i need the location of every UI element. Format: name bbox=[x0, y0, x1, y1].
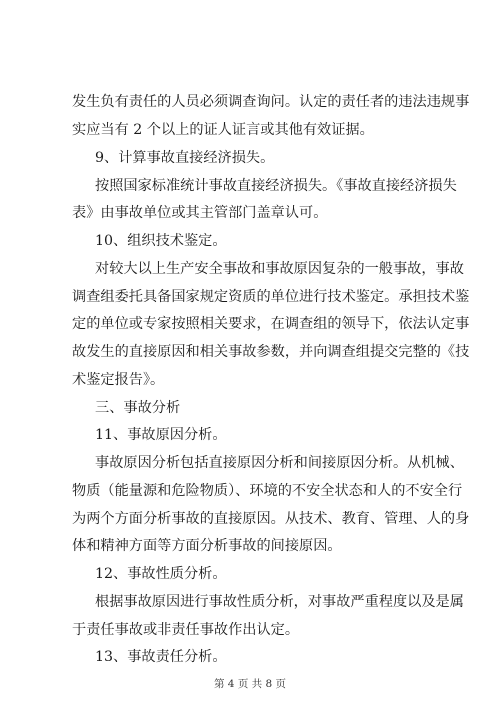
body-line: 体和精神方面等方面分析事故的间接原因。 bbox=[72, 538, 342, 554]
body-line: 表》由事故单位或其主管部门盖章认可。 bbox=[72, 205, 328, 221]
body-line: 实应当有 2 个以上的证人证言或其他有效证据。 bbox=[72, 122, 374, 138]
section-heading: 12、事故性质分析。 bbox=[95, 566, 227, 582]
body-line: 事故原因分析包括直接原因分析和间接原因分析。从机械、 bbox=[95, 455, 464, 471]
body-line: 调查组委托具备国家规定资质的单位进行技术鉴定。承担技术鉴 bbox=[72, 289, 470, 305]
body-line: 物质（能量源和危险物质）、环境的不安全状态和人的不安全行 bbox=[72, 483, 463, 499]
section-heading: 13、事故责任分析。 bbox=[95, 649, 227, 665]
body-line: 定的单位或专家按照相关要求，在调查组的领导下，依法认定事 bbox=[72, 316, 470, 332]
body-line: 故发生的直接原因和相关事故参数，并向调查组提交完整的《技 bbox=[72, 344, 470, 360]
body-line: 按照国家标准统计事故直接经济损失。《事故直接经济损失 bbox=[95, 178, 457, 194]
section-heading: 10、组织技术鉴定。 bbox=[95, 233, 227, 249]
body-line: 术鉴定报告》。 bbox=[72, 372, 165, 388]
body-line: 为两个方面分析事故的直接原因。从技术、教育、管理、人的身 bbox=[72, 511, 470, 527]
page-number: 第 4 页 共 8 页 bbox=[213, 678, 287, 690]
body-line: 发生负有责任的人员必须调查询问。认定的责任者的违法违规事 bbox=[72, 94, 470, 110]
section-heading: 11、事故原因分析。 bbox=[95, 427, 227, 443]
body-line: 对较大以上生产安全事故和事故原因复杂的一般事故，事故 bbox=[95, 261, 464, 277]
body-line: 于责任事故或非责任事故作出认定。 bbox=[72, 622, 300, 638]
body-line: 根据事故原因进行事故性质分析，对事故严重程度以及是属 bbox=[95, 594, 464, 610]
chapter-heading: 三、事故分析 bbox=[95, 400, 181, 416]
section-heading: 9、计算事故直接经济损失。 bbox=[95, 150, 275, 166]
